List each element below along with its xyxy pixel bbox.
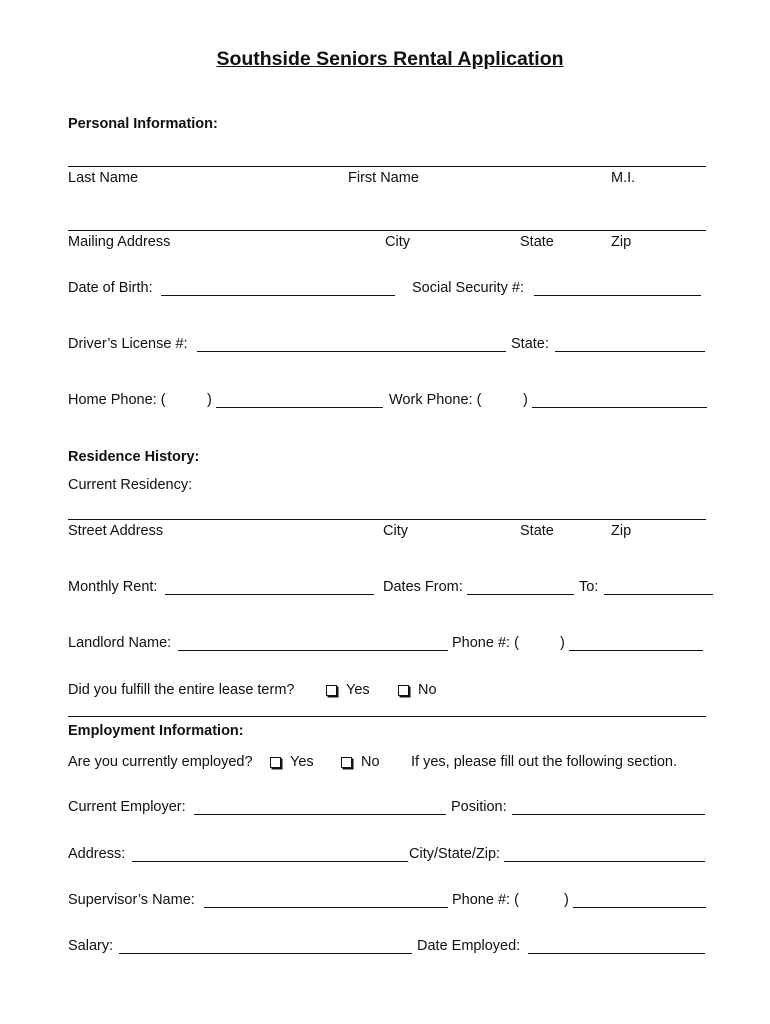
dl-state-label: State: <box>511 336 549 352</box>
lease-no-label: No <box>418 682 437 698</box>
monthly-rent-label: Monthly Rent: <box>68 579 158 595</box>
city-state-zip-label: City/State/Zip: <box>409 846 501 862</box>
employed-yes-checkbox[interactable] <box>270 757 281 768</box>
employer-address-label: Address: <box>68 846 126 862</box>
city-state-zip-field[interactable] <box>504 861 705 862</box>
mailing-city-label: City <box>385 234 410 250</box>
residence-history-heading: Residence History: <box>68 449 200 465</box>
supervisor-phone-paren: ) <box>564 892 569 908</box>
supervisor-name-field[interactable] <box>204 907 448 908</box>
mailing-address-label: Mailing Address <box>68 234 171 250</box>
current-employer-field[interactable] <box>194 814 446 815</box>
employed-yes-label: Yes <box>290 754 314 770</box>
ssn-label: Social Security #: <box>412 280 525 296</box>
employed-no-checkbox[interactable] <box>341 757 352 768</box>
monthly-rent-field[interactable] <box>165 594 374 595</box>
street-address-label: Street Address <box>68 523 164 539</box>
drivers-license-field[interactable] <box>197 351 506 352</box>
section-divider <box>68 716 706 717</box>
personal-info-heading: Personal Information: <box>68 116 218 132</box>
home-phone-field[interactable] <box>216 407 383 408</box>
dates-to-field[interactable] <box>604 594 713 595</box>
work-phone-label: Work Phone: ( <box>389 392 482 408</box>
employed-no-label: No <box>361 754 380 770</box>
lease-no-checkbox[interactable] <box>398 685 409 696</box>
ssn-field[interactable] <box>534 295 701 296</box>
first-name-label: First Name <box>348 170 419 186</box>
landlord-name-label: Landlord Name: <box>68 635 172 651</box>
position-label: Position: <box>451 799 507 815</box>
work-phone-field[interactable] <box>532 407 707 408</box>
supervisor-phone-label: Phone #: ( <box>452 892 519 908</box>
landlord-phone-paren: ) <box>560 635 565 651</box>
salary-field[interactable] <box>119 953 412 954</box>
lease-term-question: Did you fulfill the entire lease term? <box>68 682 295 698</box>
last-name-label: Last Name <box>68 170 139 186</box>
landlord-name-field[interactable] <box>178 650 448 651</box>
supervisor-name-label: Supervisor’s Name: <box>68 892 195 908</box>
residence-city-label: City <box>383 523 408 539</box>
work-phone-paren: ) <box>523 392 528 408</box>
dl-state-field[interactable] <box>555 351 705 352</box>
street-address-line[interactable] <box>68 519 706 520</box>
employed-question: Are you currently employed? <box>68 754 253 770</box>
dob-field[interactable] <box>161 295 395 296</box>
date-employed-label: Date Employed: <box>417 938 521 954</box>
dob-label: Date of Birth: <box>68 280 153 296</box>
dates-to-label: To: <box>579 579 599 595</box>
name-line[interactable] <box>68 166 706 167</box>
mailing-address-line[interactable] <box>68 230 706 231</box>
form-title: Southside Seniors Rental Application <box>216 48 564 70</box>
mailing-state-label: State <box>520 234 554 250</box>
position-field[interactable] <box>512 814 705 815</box>
current-employer-label: Current Employer: <box>68 799 186 815</box>
supervisor-phone-field[interactable] <box>573 907 706 908</box>
employer-address-field[interactable] <box>132 861 408 862</box>
dates-from-field[interactable] <box>467 594 574 595</box>
residence-zip-label: Zip <box>611 523 632 539</box>
landlord-phone-field[interactable] <box>569 650 703 651</box>
lease-yes-label: Yes <box>346 682 370 698</box>
residence-state-label: State <box>520 523 554 539</box>
home-phone-label: Home Phone: ( <box>68 392 166 408</box>
date-employed-field[interactable] <box>528 953 705 954</box>
drivers-license-label: Driver’s License #: <box>68 336 188 352</box>
salary-label: Salary: <box>68 938 114 954</box>
dates-from-label: Dates From: <box>383 579 463 595</box>
landlord-phone-label: Phone #: ( <box>452 635 519 651</box>
mailing-zip-label: Zip <box>611 234 632 250</box>
employment-info-heading: Employment Information: <box>68 723 244 739</box>
lease-yes-checkbox[interactable] <box>326 685 337 696</box>
home-phone-paren: ) <box>207 392 212 408</box>
current-residency-label: Current Residency: <box>68 477 193 493</box>
employment-note: If yes, please fill out the following section. <box>411 754 677 770</box>
middle-initial-label: M.I. <box>611 170 636 186</box>
